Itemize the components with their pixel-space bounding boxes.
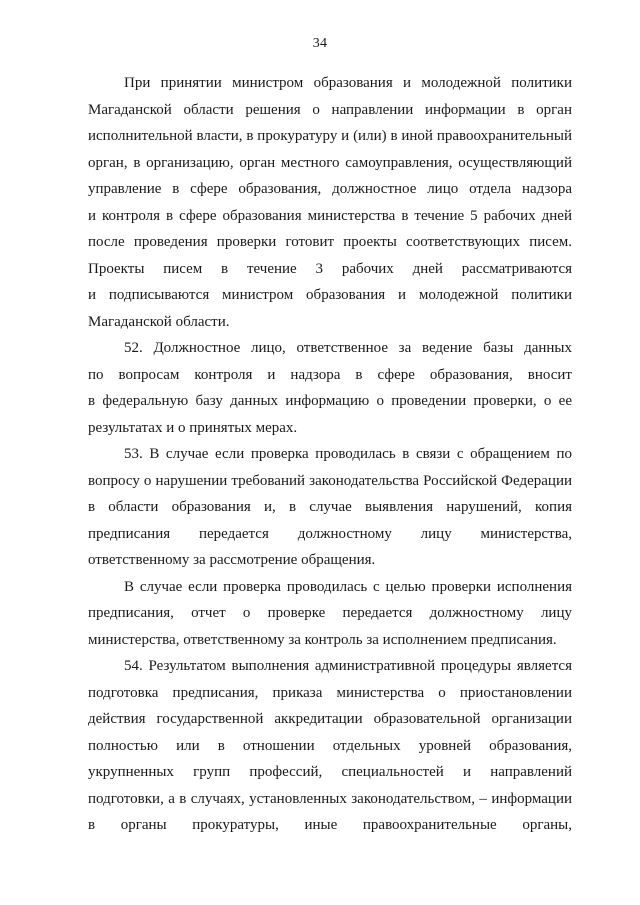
text-line: в области образования и, в случае выявления нарушений, копия bbox=[88, 499, 572, 515]
text-line: исполнительной власти, в прокуратуру и (или) в иной правоохранительный bbox=[88, 128, 572, 144]
text-line: и контроля в сфере образования министерства в течение 5 рабочих дней bbox=[88, 207, 572, 224]
paragraph bbox=[88, 441, 572, 574]
text-line: Проекты писем в течение 3 рабочих дней рассматриваются bbox=[88, 260, 572, 277]
paragraph bbox=[88, 653, 572, 839]
paragraph bbox=[88, 574, 572, 654]
text-line: подготовки, а в случаях, установленных законодательством, – информации bbox=[88, 790, 572, 807]
document-body bbox=[88, 70, 572, 839]
text-line: вопросу о нарушении требований законодательства Российской Федерации bbox=[88, 472, 572, 489]
text-line: действия государственной аккредитации образовательной организации bbox=[88, 711, 572, 727]
text-line: укрупненных групп профессий, специальностей и направлений bbox=[88, 764, 572, 780]
paragraph bbox=[88, 70, 572, 335]
text-line: в органы прокуратуры, иные правоохранительные органы, bbox=[88, 817, 572, 833]
text-line: предписания передается должностному лицу министерства, bbox=[88, 525, 572, 542]
text-line: Магаданской области решения о направлении информации в орган bbox=[88, 101, 572, 118]
text-line: после проведения проверки готовит проекты соответствующих писем. bbox=[88, 234, 572, 250]
text-line: результатах и о принятых мерах. bbox=[88, 419, 298, 436]
text-line: полностью или в отношении отдельных уровней образования, bbox=[88, 737, 572, 754]
text-line: 53. В случае если проверка проводилась в связи с обращением по bbox=[124, 446, 572, 462]
page-number: 34 bbox=[312, 36, 328, 51]
text-line: Магаданской области. bbox=[88, 313, 230, 330]
text-line: по вопросам контроля и надзора в сфере образования, вносит bbox=[88, 366, 572, 383]
text-line: При принятии министром образования и молодежной политики bbox=[124, 75, 572, 91]
text-line: 54. Результатом выполнения административной процедуры является bbox=[124, 658, 572, 674]
text-line: орган, в организацию, орган местного самоуправления, осуществляющий bbox=[88, 154, 572, 171]
text-line: ответственному за рассмотрение обращения. bbox=[88, 552, 376, 568]
text-line: предписания, отчет о проверке передается должностному лицу bbox=[88, 605, 572, 621]
text-line: 52. Должностное лицо, ответственное за ведение базы данных bbox=[124, 340, 572, 356]
text-line: и подписываются министром образования и молодежной политики bbox=[88, 287, 572, 303]
text-line: подготовка предписания, приказа министерства о приостановлении bbox=[88, 684, 572, 701]
paragraph bbox=[88, 335, 572, 441]
text-line: управление в сфере образования, должностное лицо отдела надзора bbox=[88, 181, 572, 197]
text-line: министерства, ответственному за контроль за исполнением предписания. bbox=[88, 631, 557, 648]
text-line: в федеральную базу данных информацию о проведении проверки, о ее bbox=[88, 393, 572, 409]
text-line: В случае если проверка проводилась с целью проверки исполнения bbox=[124, 578, 572, 595]
